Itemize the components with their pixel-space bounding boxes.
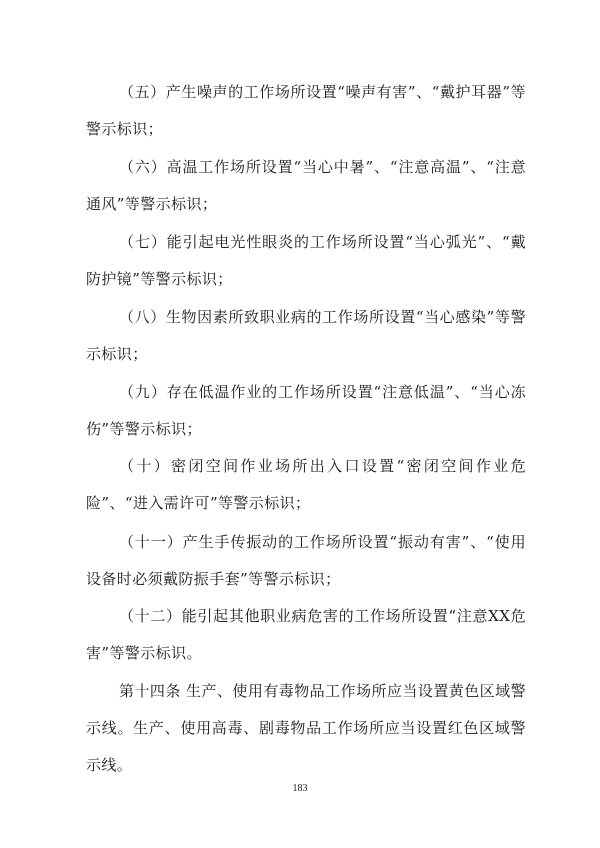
paragraph-item-6: （六）高温工作场所设置“当心中暑”、“注意高温”、“注意通风”等警示标识； <box>86 158 526 213</box>
paragraph-item-5: （五）产生噪声的工作场所设置“噪声有害”、“戴护耳器”等警示标识； <box>86 83 526 138</box>
paragraph-item-9: （九）存在低温作业的工作场所设置“注意低温”、“当心冻伤”等警示标识； <box>86 383 526 438</box>
article-14-paragraph: 第十四条 生产、使用有毒物品工作场所应当设置黄色区域警示线。生产、使用高毒、剧毒物品工作场所应当设置红色区域警示线。 <box>86 682 526 774</box>
page-number: 183 <box>292 783 308 794</box>
paragraph-item-11: （十一）产生手传振动的工作场所设置“振动有害”、“使用设备时必须戴防振手套”等警示标识； <box>86 533 526 588</box>
paragraph-item-12: （十二）能引起其他职业病危害的工作场所设置“注意XX危害”等警示标识。 <box>86 607 526 662</box>
paragraph-item-10: （十）密闭空间作业场所出入口设置“密闭空间作业危险”、“进入需许可”等警示标识； <box>86 457 526 512</box>
paragraph-item-8: （八）生物因素所致职业病的工作场所设置“当心感染”等警示标识； <box>86 308 526 363</box>
paragraph-item-7: （七）能引起电光性眼炎的工作场所设置“当心弧光”、“戴防护镜”等警示标识； <box>86 233 526 288</box>
